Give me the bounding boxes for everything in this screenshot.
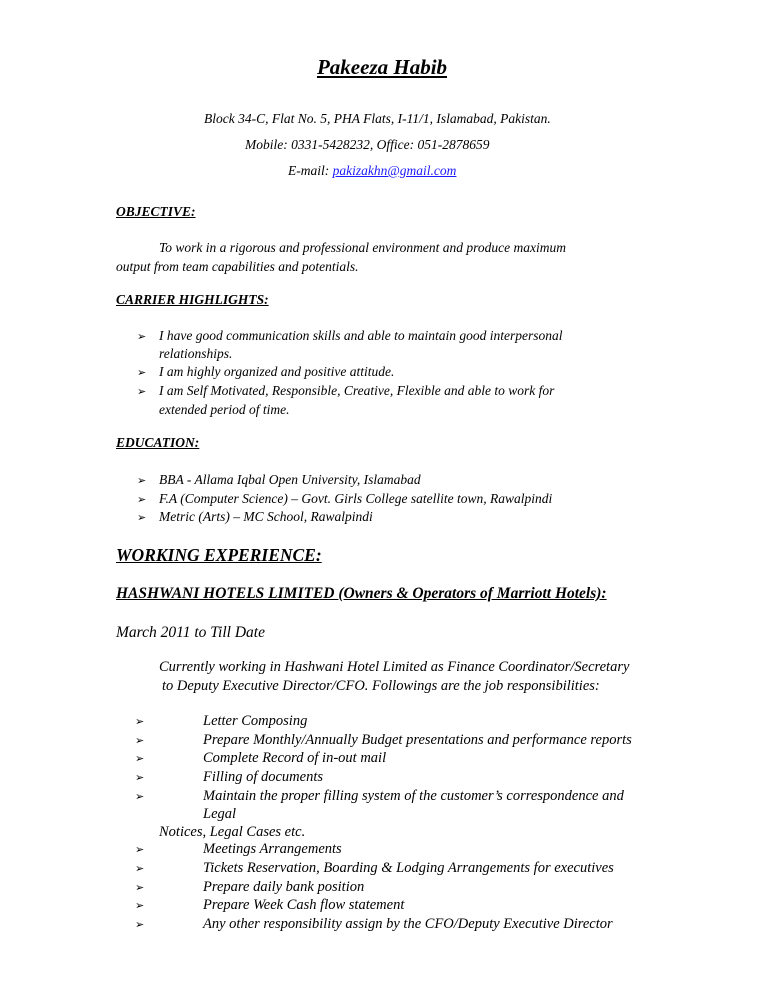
arrow-bullet-icon: ➢ bbox=[135, 734, 145, 747]
employment-period: March 2011 to Till Date bbox=[116, 624, 265, 641]
duty-item: Prepare Monthly/Annually Budget presentations and performance reports bbox=[203, 732, 632, 748]
arrow-bullet-icon: ➢ bbox=[135, 918, 145, 931]
highlight-item-2: I am highly organized and positive attitude. bbox=[159, 364, 395, 379]
notices-line: Notices, Legal Cases etc. bbox=[159, 824, 306, 840]
duty-item: Tickets Reservation, Boarding & Lodging Arrangements for executives bbox=[203, 860, 614, 876]
company-heading: HASHWANI HOTELS LIMITED (Owners & Operators of Marriott Hotels): bbox=[116, 585, 607, 602]
phone-line: Mobile: 0331-5428232, Office: 051-2878659 bbox=[245, 137, 490, 152]
email-label: E-mail: bbox=[288, 163, 333, 178]
education-item-3: Metric (Arts) – MC School, Rawalpindi bbox=[159, 509, 373, 524]
education-item-2: F.A (Computer Science) – Govt. Girls College satellite town, Rawalpindi bbox=[159, 491, 553, 506]
arrow-bullet-icon: ➢ bbox=[135, 899, 145, 912]
highlight-item-1-line-2: relationships. bbox=[159, 346, 233, 361]
candidate-name: Pakeeza Habib bbox=[316, 55, 448, 79]
duty-item: Meetings Arrangements bbox=[203, 841, 342, 857]
arrow-bullet-icon: ➢ bbox=[137, 474, 147, 487]
duty-item: Prepare Week Cash flow statement bbox=[203, 897, 405, 913]
arrow-bullet-icon: ➢ bbox=[135, 715, 145, 728]
duty-item: Any other responsibility assign by the CFO/Deputy Executive Director bbox=[203, 916, 613, 932]
experience-intro-line-1: Currently working in Hashwani Hotel Limited as Finance Coordinator/Secretary bbox=[159, 659, 630, 675]
highlights-heading: CARRIER HIGHLIGHTS: bbox=[116, 292, 269, 307]
duty-item: Complete Record of in-out mail bbox=[203, 750, 387, 766]
highlight-item-3-line-2: extended period of time. bbox=[159, 402, 290, 417]
duty-item-continuation: Legal bbox=[203, 806, 237, 822]
education-item-1: BBA - Allama Iqbal Open University, Islamabad bbox=[159, 472, 421, 487]
arrow-bullet-icon: ➢ bbox=[135, 843, 145, 856]
duty-item: Prepare daily bank position bbox=[203, 879, 365, 895]
arrow-bullet-icon: ➢ bbox=[135, 790, 145, 803]
address-line: Block 34-C, Flat No. 5, PHA Flats, I-11/1, Islamabad, Pakistan. bbox=[204, 111, 551, 126]
email-link[interactable]: pakizakhn@gmail.com bbox=[332, 163, 457, 178]
email-line bbox=[288, 163, 456, 179]
education-heading: EDUCATION: bbox=[116, 435, 200, 450]
arrow-bullet-icon: ➢ bbox=[137, 493, 147, 506]
duty-item: Maintain the proper filling system of the customer’s correspondence and bbox=[203, 788, 624, 804]
arrow-bullet-icon: ➢ bbox=[135, 862, 145, 875]
objective-text-line-2: output from team capabilities and potentials. bbox=[116, 259, 359, 274]
arrow-bullet-icon: ➢ bbox=[137, 385, 147, 398]
experience-heading: WORKING EXPERIENCE: bbox=[116, 545, 322, 565]
arrow-bullet-icon: ➢ bbox=[135, 771, 145, 784]
arrow-bullet-icon: ➢ bbox=[135, 752, 145, 765]
experience-intro-line-2: to Deputy Executive Director/CFO. Followings are the job responsibilities: bbox=[162, 678, 600, 694]
arrow-bullet-icon: ➢ bbox=[137, 366, 147, 379]
arrow-bullet-icon: ➢ bbox=[137, 511, 147, 524]
objective-text-line-1: To work in a rigorous and professional environment and produce maximum bbox=[159, 240, 566, 255]
arrow-bullet-icon: ➢ bbox=[135, 881, 145, 894]
arrow-bullet-icon: ➢ bbox=[137, 330, 147, 343]
objective-heading: OBJECTIVE: bbox=[116, 204, 196, 219]
highlight-item-3-line-1: I am Self Motivated, Responsible, Creative, Flexible and able to work for bbox=[159, 383, 555, 398]
duty-item: Filling of documents bbox=[203, 769, 324, 785]
duty-item: Letter Composing bbox=[203, 713, 308, 729]
highlight-item-1-line-1: I have good communication skills and able to maintain good interpersonal bbox=[159, 328, 563, 343]
